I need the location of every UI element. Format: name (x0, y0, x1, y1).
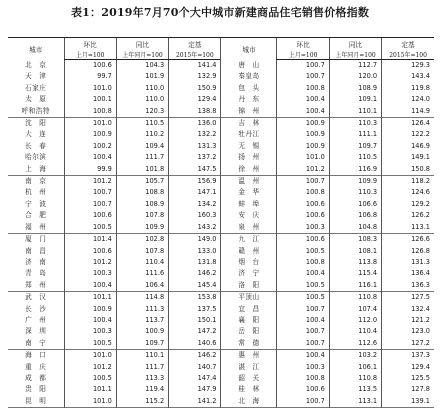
mom-cell: 101.0 (277, 152, 329, 163)
table-row (8, 71, 434, 82)
yoy-cell: 110.3 (329, 187, 381, 198)
city-cell: 太 原 (25, 95, 47, 104)
base-cell: 113.1 (382, 222, 434, 234)
table-row (8, 292, 434, 304)
mom-cell: 100.7 (277, 338, 329, 350)
city-cell: 南 宁 (25, 338, 47, 347)
base-cell: 146.9 (382, 141, 434, 152)
table-row (8, 199, 434, 210)
mom-cell: 101.2 (64, 257, 116, 268)
city-cell: 北 京 (25, 60, 47, 69)
base-cell: 132.4 (382, 304, 434, 315)
city-cell: 徐 州 (221, 164, 277, 176)
base-cell: 123.0 (382, 326, 434, 337)
base-cell: 129.4 (169, 94, 221, 105)
yoy-cell: 101.9 (116, 71, 168, 82)
base-cell: 125.5 (382, 373, 434, 384)
mom-cell: 101.4 (64, 234, 116, 246)
city-cell: 唐 山 (221, 60, 277, 72)
base-cell: 124.0 (382, 94, 434, 105)
mom-cell: 99.7 (64, 71, 116, 82)
base-cell: 126.2 (382, 210, 434, 221)
yoy-cell: 109.7 (329, 141, 381, 152)
mom-cell: 100.5 (277, 292, 329, 304)
mom-cell: 100.4 (277, 268, 329, 279)
base-cell: 143.4 (382, 71, 434, 82)
city-cell: 赣 州 (221, 246, 277, 257)
city-cell: 温 州 (221, 176, 277, 188)
mom-cell: 100.4 (64, 152, 116, 163)
base-cell: 114.9 (382, 106, 434, 118)
base-cell: 140.6 (169, 338, 221, 350)
city-cell: 广 州 (25, 315, 47, 324)
price-index-table (8, 37, 434, 408)
yoy-cell: 110.5 (116, 118, 168, 130)
mom-subheader: 上月=100 (277, 50, 329, 60)
mom-cell: 101.0 (64, 83, 116, 94)
city-cell: 洛 阳 (221, 280, 277, 292)
city-cell: 青 岛 (25, 269, 47, 278)
table-row (8, 280, 434, 292)
base-header: 定基 (382, 38, 434, 51)
city-cell: 成 都 (25, 373, 47, 382)
yoy-cell: 111.6 (116, 268, 168, 279)
table-row (8, 362, 434, 373)
mom-cell: 100.6 (277, 234, 329, 246)
mom-cell: 100.7 (64, 187, 116, 198)
city-cell: 福 州 (25, 222, 47, 231)
yoy-cell: 110.0 (116, 94, 168, 105)
mom-cell: 100.9 (277, 141, 329, 152)
city-cell: 扬 州 (221, 152, 277, 163)
yoy-cell: 108.8 (116, 187, 168, 198)
yoy-cell: 112.6 (329, 338, 381, 350)
base-cell: 131.3 (382, 257, 434, 268)
city-cell: 九 江 (221, 234, 277, 246)
yoy-cell: 108.3 (329, 234, 381, 246)
city-cell: 锦 州 (221, 106, 277, 118)
yoy-cell: 102.8 (116, 234, 168, 246)
city-cell: 大 连 (25, 130, 47, 139)
city-cell: 包 头 (221, 83, 277, 94)
city-cell: 哈尔滨 (25, 153, 47, 162)
table-row (8, 257, 434, 268)
mom-cell: 101.0 (64, 118, 116, 130)
yoy-cell: 111.3 (116, 304, 168, 315)
mom-cell: 101.1 (64, 292, 116, 304)
mom-cell: 100.7 (64, 199, 116, 210)
city-cell: 昆 明 (25, 396, 47, 405)
city-cell: 襄 阳 (221, 315, 277, 326)
mom-cell: 100.6 (64, 60, 116, 72)
base-cell: 149.1 (382, 152, 434, 163)
table-row (8, 164, 434, 176)
mom-cell: 100.3 (277, 362, 329, 373)
mom-header: 环比 (64, 38, 116, 51)
city-cell: 上 海 (25, 164, 47, 173)
mom-cell: 100.5 (277, 280, 329, 292)
mom-cell: 100.5 (277, 246, 329, 257)
mom-cell: 101.1 (64, 384, 116, 395)
table-row (8, 83, 434, 94)
mom-cell: 100.8 (277, 257, 329, 268)
city-cell: 厦 门 (25, 235, 47, 244)
mom-cell: 100.6 (277, 210, 329, 221)
base-cell: 127.5 (382, 292, 434, 304)
yoy-cell: 114.8 (116, 292, 168, 304)
city-cell: 吉 林 (221, 118, 277, 130)
base-cell: 134.2 (169, 199, 221, 210)
yoy-cell: 107.4 (329, 304, 381, 315)
city-header: 城市 (221, 38, 277, 60)
yoy-cell: 112.0 (329, 315, 381, 326)
yoy-cell: 116.9 (329, 164, 381, 176)
table-row (8, 176, 434, 188)
yoy-cell: 107.8 (116, 210, 168, 221)
mom-cell: 100.9 (64, 304, 116, 315)
table-row (8, 210, 434, 221)
city-cell: 无 锡 (221, 141, 277, 152)
city-cell: 济 南 (25, 257, 47, 266)
yoy-cell: 108.9 (116, 199, 168, 210)
city-cell: 宁 波 (25, 199, 47, 208)
mom-cell: 100.7 (277, 396, 329, 408)
mom-cell: 100.7 (277, 326, 329, 337)
mom-cell: 101.0 (64, 350, 116, 362)
mom-cell: 100.4 (277, 315, 329, 326)
mom-subheader: 上月=100 (64, 50, 116, 60)
base-cell: 122.2 (382, 129, 434, 140)
city-cell: 杭 州 (25, 188, 47, 197)
base-cell: 150.1 (169, 315, 221, 326)
city-cell: 岳 阳 (221, 326, 277, 337)
base-cell: 147.9 (169, 384, 221, 395)
yoy-header: 同比 (329, 38, 381, 51)
base-cell: 136.0 (169, 118, 221, 130)
yoy-cell: 103.2 (329, 350, 381, 362)
city-cell: 石家庄 (25, 83, 47, 92)
mom-cell: 100.6 (64, 246, 116, 257)
table-row (8, 373, 434, 384)
base-subheader: 2015年=100 (382, 50, 434, 60)
yoy-cell: 109.9 (329, 176, 381, 188)
base-cell: 129.3 (382, 60, 434, 72)
city-cell: 湛 江 (221, 362, 277, 373)
yoy-cell: 110.1 (116, 350, 168, 362)
city-cell: 合 肥 (25, 211, 47, 220)
base-cell: 137.2 (169, 152, 221, 163)
base-cell: 133.0 (169, 246, 221, 257)
city-cell: 安 庆 (221, 210, 277, 221)
yoy-cell: 112.7 (329, 60, 381, 72)
city-cell: 沈 阳 (25, 119, 47, 128)
table-row (8, 60, 434, 72)
base-cell: 147.2 (169, 326, 221, 337)
city-cell: 牡丹江 (221, 129, 277, 140)
mom-cell: 100.5 (64, 338, 116, 350)
mom-cell: 100.9 (64, 129, 116, 140)
city-cell: 丹 东 (221, 94, 277, 105)
base-cell: 121.2 (382, 315, 434, 326)
base-cell: 146.2 (169, 350, 221, 362)
city-cell: 天 津 (25, 72, 47, 81)
table-row (8, 396, 434, 408)
mom-cell: 100.8 (277, 373, 329, 384)
city-cell: 宜 昌 (221, 304, 277, 315)
yoy-cell: 109.9 (116, 222, 168, 234)
mom-cell: 100.7 (277, 176, 329, 188)
yoy-cell: 115.4 (329, 268, 381, 279)
base-cell: 160.3 (169, 210, 221, 221)
mom-cell: 101.2 (277, 164, 329, 176)
yoy-cell: 111.7 (116, 152, 168, 163)
base-cell: 129.4 (382, 362, 434, 373)
base-cell: 127.8 (382, 384, 434, 395)
mom-cell: 100.4 (64, 280, 116, 292)
base-cell: 137.3 (382, 350, 434, 362)
yoy-cell: 101.8 (116, 164, 168, 176)
base-cell: 126.6 (382, 234, 434, 246)
mom-cell: 100.6 (64, 210, 116, 221)
city-cell: 长 沙 (25, 304, 47, 313)
mom-cell: 100.8 (277, 187, 329, 198)
mom-cell: 100.9 (277, 129, 329, 140)
yoy-cell: 110.2 (116, 129, 168, 140)
city-cell: 南 昌 (25, 246, 47, 255)
mom-cell: 100.3 (64, 268, 116, 279)
table-row (8, 326, 434, 337)
base-cell: 131.3 (169, 141, 221, 152)
base-cell: 132.9 (169, 71, 221, 82)
city-cell: 北 海 (221, 396, 277, 408)
yoy-cell: 110.0 (116, 83, 168, 94)
mom-cell: 100.7 (277, 71, 329, 82)
table-row (8, 141, 434, 152)
mom-cell: 100.4 (277, 106, 329, 118)
city-header: 城市 (8, 38, 64, 60)
yoy-cell: 107.8 (116, 246, 168, 257)
mom-cell: 100.5 (64, 222, 116, 234)
city-cell: 郑 州 (25, 280, 47, 289)
city-cell: 烟 台 (221, 257, 277, 268)
base-cell: 129.2 (382, 199, 434, 210)
yoy-cell: 104.8 (329, 222, 381, 234)
table-row (8, 187, 434, 198)
base-cell: 132.2 (169, 129, 221, 140)
yoy-cell: 109.4 (116, 141, 168, 152)
mom-cell: 100.6 (277, 384, 329, 395)
yoy-cell: 113.7 (116, 315, 168, 326)
base-cell: 147.4 (169, 373, 221, 384)
yoy-cell: 100.9 (116, 326, 168, 337)
base-cell: 141.4 (169, 60, 221, 72)
table-row (8, 246, 434, 257)
city-cell: 海 口 (25, 351, 47, 360)
base-cell: 124.6 (382, 187, 434, 198)
city-cell: 武 汉 (25, 293, 47, 302)
base-cell: 150.8 (382, 164, 434, 176)
header-row (8, 38, 434, 51)
mom-cell: 100.2 (64, 141, 116, 152)
base-cell: 119.8 (382, 83, 434, 94)
base-header: 定基 (169, 38, 221, 51)
mom-cell: 100.4 (277, 350, 329, 362)
mom-cell: 100.4 (64, 315, 116, 326)
yoy-cell: 104.3 (116, 60, 168, 72)
mom-cell: 100.3 (64, 326, 116, 337)
yoy-cell: 106.6 (329, 199, 381, 210)
city-cell: 济 宁 (221, 268, 277, 279)
base-cell: 126.8 (382, 246, 434, 257)
base-cell: 136.4 (382, 268, 434, 279)
city-cell: 深 圳 (25, 327, 47, 336)
yoy-cell: 120.0 (329, 71, 381, 82)
table-row (8, 152, 434, 163)
city-cell: 平顶山 (221, 292, 277, 304)
yoy-cell: 119.4 (116, 384, 168, 395)
base-cell: 118.2 (382, 176, 434, 188)
table-row (8, 384, 434, 395)
yoy-cell: 110.8 (329, 292, 381, 304)
mom-cell: 100.7 (277, 60, 329, 72)
yoy-cell: 109.7 (116, 338, 168, 350)
city-cell: 蚌 埠 (221, 199, 277, 210)
city-cell: 金 华 (221, 187, 277, 198)
base-subheader: 2015年=100 (169, 50, 221, 60)
base-cell: 141.2 (169, 396, 221, 408)
base-cell: 145.4 (169, 280, 221, 292)
city-cell: 呼和浩特 (21, 106, 50, 115)
yoy-cell: 113.1 (329, 396, 381, 408)
table-row (8, 234, 434, 246)
city-cell: 南 京 (25, 177, 47, 186)
city-cell: 重 庆 (25, 362, 47, 371)
yoy-cell: 116.1 (329, 280, 381, 292)
base-cell: 136.3 (382, 280, 434, 292)
base-cell: 156.9 (169, 176, 221, 188)
table-row (8, 94, 434, 105)
table-row (8, 129, 434, 140)
base-cell: 131.8 (169, 257, 221, 268)
table-row (8, 315, 434, 326)
yoy-subheader: 上年同月=100 (116, 50, 168, 60)
city-cell: 秦皇岛 (221, 71, 277, 82)
yoy-cell: 105.7 (116, 176, 168, 188)
mom-cell: 100.9 (277, 118, 329, 130)
mom-cell: 100.1 (64, 94, 116, 105)
mom-cell: 100.8 (277, 83, 329, 94)
city-cell: 长 春 (25, 141, 47, 150)
yoy-cell: 111.7 (116, 362, 168, 373)
base-cell: 147.5 (169, 164, 221, 176)
yoy-cell: 115.2 (116, 396, 168, 408)
city-cell: 韶 关 (221, 373, 277, 384)
yoy-cell: 110.5 (329, 152, 381, 163)
yoy-cell: 108.9 (329, 83, 381, 94)
base-cell: 140.7 (169, 362, 221, 373)
mom-cell: 101.2 (64, 176, 116, 188)
mom-cell: 100.6 (277, 199, 329, 210)
yoy-cell: 110.3 (329, 118, 381, 130)
mom-cell: 100.5 (64, 373, 116, 384)
yoy-cell: 113.8 (329, 257, 381, 268)
yoy-cell: 113.5 (329, 384, 381, 395)
table-row (8, 106, 434, 118)
mom-cell: 100.3 (277, 222, 329, 234)
mom-cell: 101.0 (64, 396, 116, 408)
city-cell: 惠 州 (221, 350, 277, 362)
base-cell: 153.8 (169, 292, 221, 304)
yoy-cell: 111.1 (329, 129, 381, 140)
table-row (8, 350, 434, 362)
mom-cell: 99.9 (64, 164, 116, 176)
yoy-cell: 110.8 (329, 373, 381, 384)
mom-header: 环比 (277, 38, 329, 51)
mom-cell: 101.2 (64, 362, 116, 373)
yoy-subheader: 上年同月=100 (329, 50, 381, 60)
base-cell: 150.9 (169, 83, 221, 94)
yoy-cell: 113.3 (116, 373, 168, 384)
mom-cell: 100.7 (277, 304, 329, 315)
table-row (8, 338, 434, 350)
yoy-cell: 106.1 (329, 362, 381, 373)
table-title: 表1：2019年7月70个大中城市新建商品住宅销售价格指数 (70, 6, 370, 19)
table-row (8, 222, 434, 234)
yoy-cell: 106.4 (116, 280, 168, 292)
table-row (8, 118, 434, 130)
mom-cell: 100.8 (64, 106, 116, 118)
yoy-cell: 109.1 (329, 94, 381, 105)
city-cell: 桂 林 (221, 384, 277, 395)
base-cell: 126.4 (382, 118, 434, 130)
yoy-cell: 108.1 (329, 246, 381, 257)
base-cell: 143.2 (169, 222, 221, 234)
base-cell: 137.5 (169, 304, 221, 315)
yoy-cell: 110.4 (329, 326, 381, 337)
city-cell: 常 德 (221, 338, 277, 350)
mom-cell: 100.4 (277, 94, 329, 105)
base-cell: 127.2 (382, 338, 434, 350)
base-cell: 146.2 (169, 268, 221, 279)
table-row (8, 268, 434, 279)
yoy-cell: 110.1 (329, 106, 381, 118)
city-cell: 贵 阳 (25, 385, 47, 394)
base-cell: 139.1 (382, 396, 434, 408)
base-cell: 149.0 (169, 234, 221, 246)
base-cell: 147.1 (169, 187, 221, 198)
yoy-cell: 110.4 (116, 257, 168, 268)
yoy-header: 同比 (116, 38, 168, 51)
yoy-cell: 120.3 (116, 106, 168, 118)
city-cell: 泉 州 (221, 222, 277, 234)
base-cell: 138.8 (169, 106, 221, 118)
table-row (8, 304, 434, 315)
yoy-cell: 106.8 (329, 210, 381, 221)
